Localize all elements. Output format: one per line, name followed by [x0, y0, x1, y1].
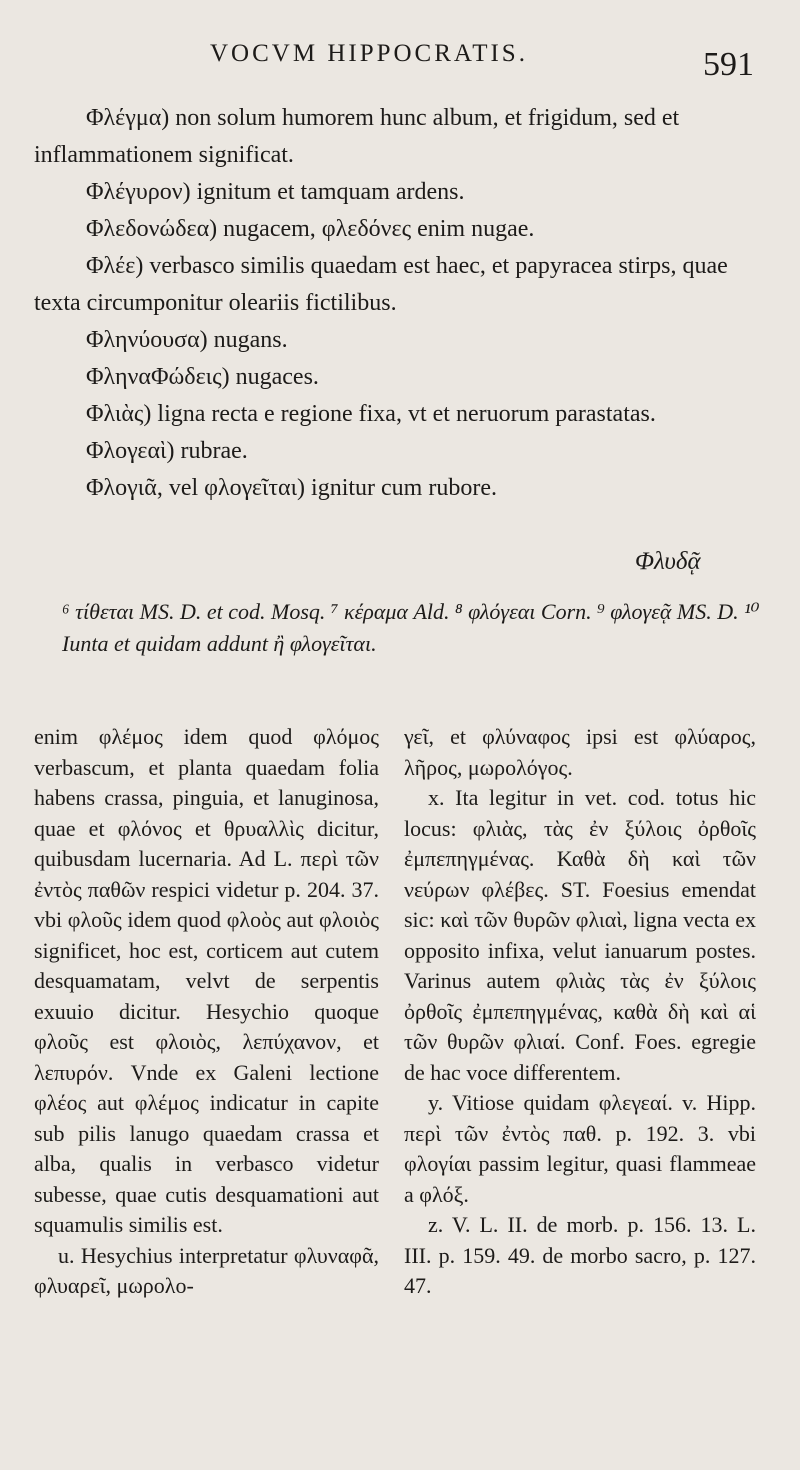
- commentary-paragraph: y. Vitiose quidam φλεγεαί. v. Hipp. περὶ τῶν ἐντὸς παθ. p. 192. 3. vbi φλογίαι passim legitur, quasi flammeae a φλόξ.: [404, 1090, 756, 1207]
- commentary-paragraph: x. Ita legitur in vet. cod. totus hic locus: φλιὰς, τὰς ἐν ξύλοις ὀρθοῖς ἐμπεπηγμένας. Καθὰ δὴ καὶ τῶν νεύρων φλέβες. ST. Foesius emendat sic: καὶ τῶν θυρῶν φλιαὶ, ligna vecta ex opposito infixa, velut ianuarum postes. Varinus autem φλιὰς τὰς ἐν ξύλοις ὀρθοῖς ἐμπεπηγμένας, καθὰ δὴ καὶ αἱ τῶν θυρῶν φλιαί. Conf. Foes. egregie de hac voce differentem.: [404, 785, 756, 1085]
- entry: ΦληναΦώδεις) nugaces.: [86, 364, 319, 390]
- commentary-right-column: [404, 722, 756, 1302]
- footnotes: ⁶ τίθεται MS. D. et cod. Mosq. ⁷ κέραμα Ald. ⁸ φλόγεαι Corn. ⁹ φλογεᾷ MS. D. ¹⁰ Iunta et quidam addunt ἢ φλογεῖται.: [62, 599, 760, 656]
- commentary-paragraph: enim φλέμος idem quod φλόμος verbascum, et planta quaedam folia habens crassa, pinguia, et lanuginosa, quae et φλόνος et θρυαλλὶς dicitur, quibusdam lucernaria. Ad L. περὶ τῶν ἐντὸς παθῶν respici videtur p. 204. 37. vbi φλοῦς idem quod φλοὸς aut φλοιὸς significet, hoc est, corticem aut cutem desquamatam, velvt de serpentis exuuio dicitur. Hesychio quoque φλοῦς est φλοιὸς, λεπύχανον, et λεπυρόν. Vnde ex Galeni lectione φλέος aut φλέμος indicatur in capite sub pilis lanugo quaedam crassa et alba, qualis in verbasco videtur subesse, quae cutis desquamationi aut squamulis similis est.: [34, 724, 379, 1237]
- commentary-paragraph: u. Hesychius interpretatur φλυναφᾶ, φλυαρεῖ, μωρολο-: [34, 1242, 379, 1298]
- entry: Φλέγυρον) ignitum et tamquam ardens.: [86, 179, 465, 205]
- entry: Φλογιᾶ, vel φλογεῖται) ignitur cum rubore.: [86, 475, 497, 501]
- page-number: 591: [703, 46, 754, 83]
- entry: Φληνύουσα) nugans.: [86, 327, 288, 353]
- entry: Φλεδονώδεα) nugacem, φλεδόνες enim nugae.: [86, 216, 535, 242]
- glossary-entries: [34, 100, 764, 507]
- commentary-left-column: [34, 722, 379, 1302]
- entry: Φλογεαὶ) rubrae.: [86, 438, 248, 464]
- entry: Φλέε) verbasco similis quaedam est haec, et papyracea stirps, quae texta circumponitur oleariis fictilibus.: [34, 253, 728, 316]
- commentary-paragraph: γεῖ, et φλύναφος ipsi est φλύαρος, λῆρος, μωρολόγος.: [404, 724, 756, 780]
- entry: Φλιὰς) ligna recta e regione fixa, vt et neruorum parastatas.: [86, 401, 656, 427]
- catchword: Φλυδᾷ: [635, 548, 701, 575]
- running-title: VOCVM HIPPOCRATIS.: [210, 40, 528, 67]
- page-header: [0, 38, 800, 86]
- commentary-paragraph: z. V. L. II. de morb. p. 156. 13. L. III. p. 159. 49. de morbo sacro, p. 127. 47.: [404, 1212, 756, 1298]
- entry: Φλέγμα) non solum humorem hunc album, et frigidum, sed et inflammationem significat.: [34, 105, 680, 168]
